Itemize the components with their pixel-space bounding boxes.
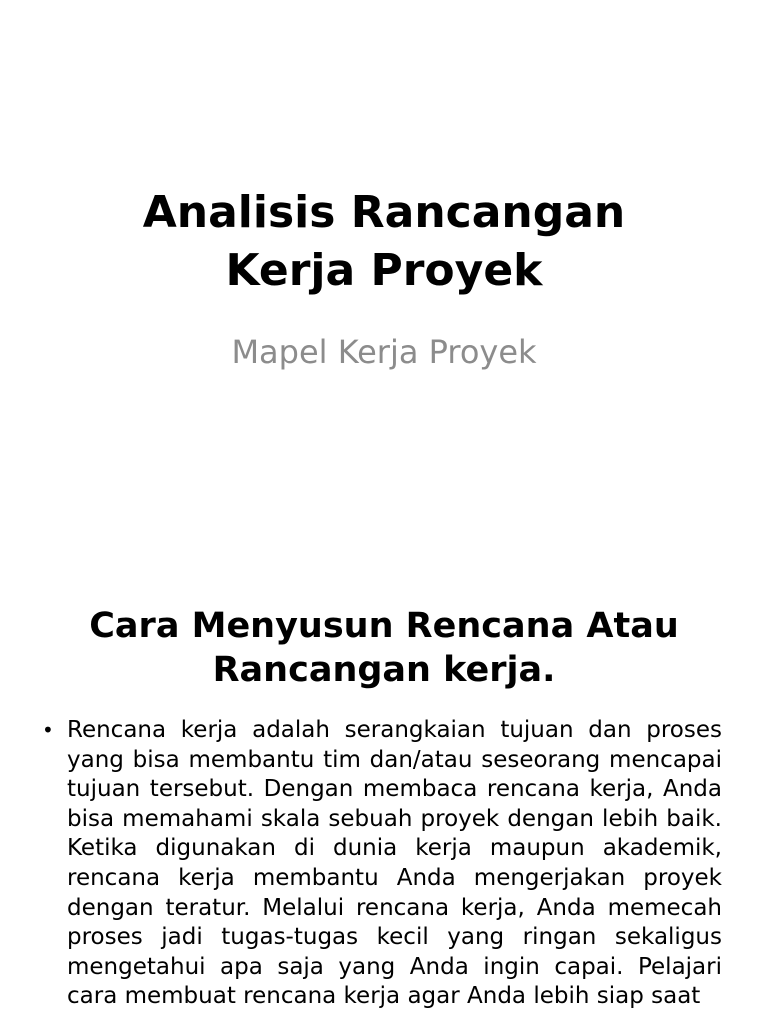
section-heading: Cara Menyusun Rencana Atau Rancangan kerja.	[89, 606, 679, 690]
slide-subtitle: Mapel Kerja Proyek	[231, 333, 537, 371]
bullet-text: Rencana kerja adalah serangkaian tujuan dan proses yang bisa membantu tim dan/atau seseorang mencapai tujuan tersebut. Dengan membaca rencana kerja, Anda bisa memahami skala sebuah proyek dengan lebih baik. Ketika digunakan di dunia kerja maupun akademik, rencana kerja membantu Anda mengerjakan proyek dengan teratur. Melalui rencana kerja, Anda memecah proses jadi tugas-tugas kecil yang ringan sekaligus mengetahui apa saja yang Anda ingin capai. Pelajari cara membuat rencana kerja agar Anda lebih siap saat	[67, 717, 722, 1010]
bullet-icon: •	[42, 718, 54, 742]
slide-title: Analisis Rancangan Kerja Proyek	[142, 187, 626, 296]
list-item	[42, 716, 722, 1012]
bullet-list	[42, 716, 722, 1012]
